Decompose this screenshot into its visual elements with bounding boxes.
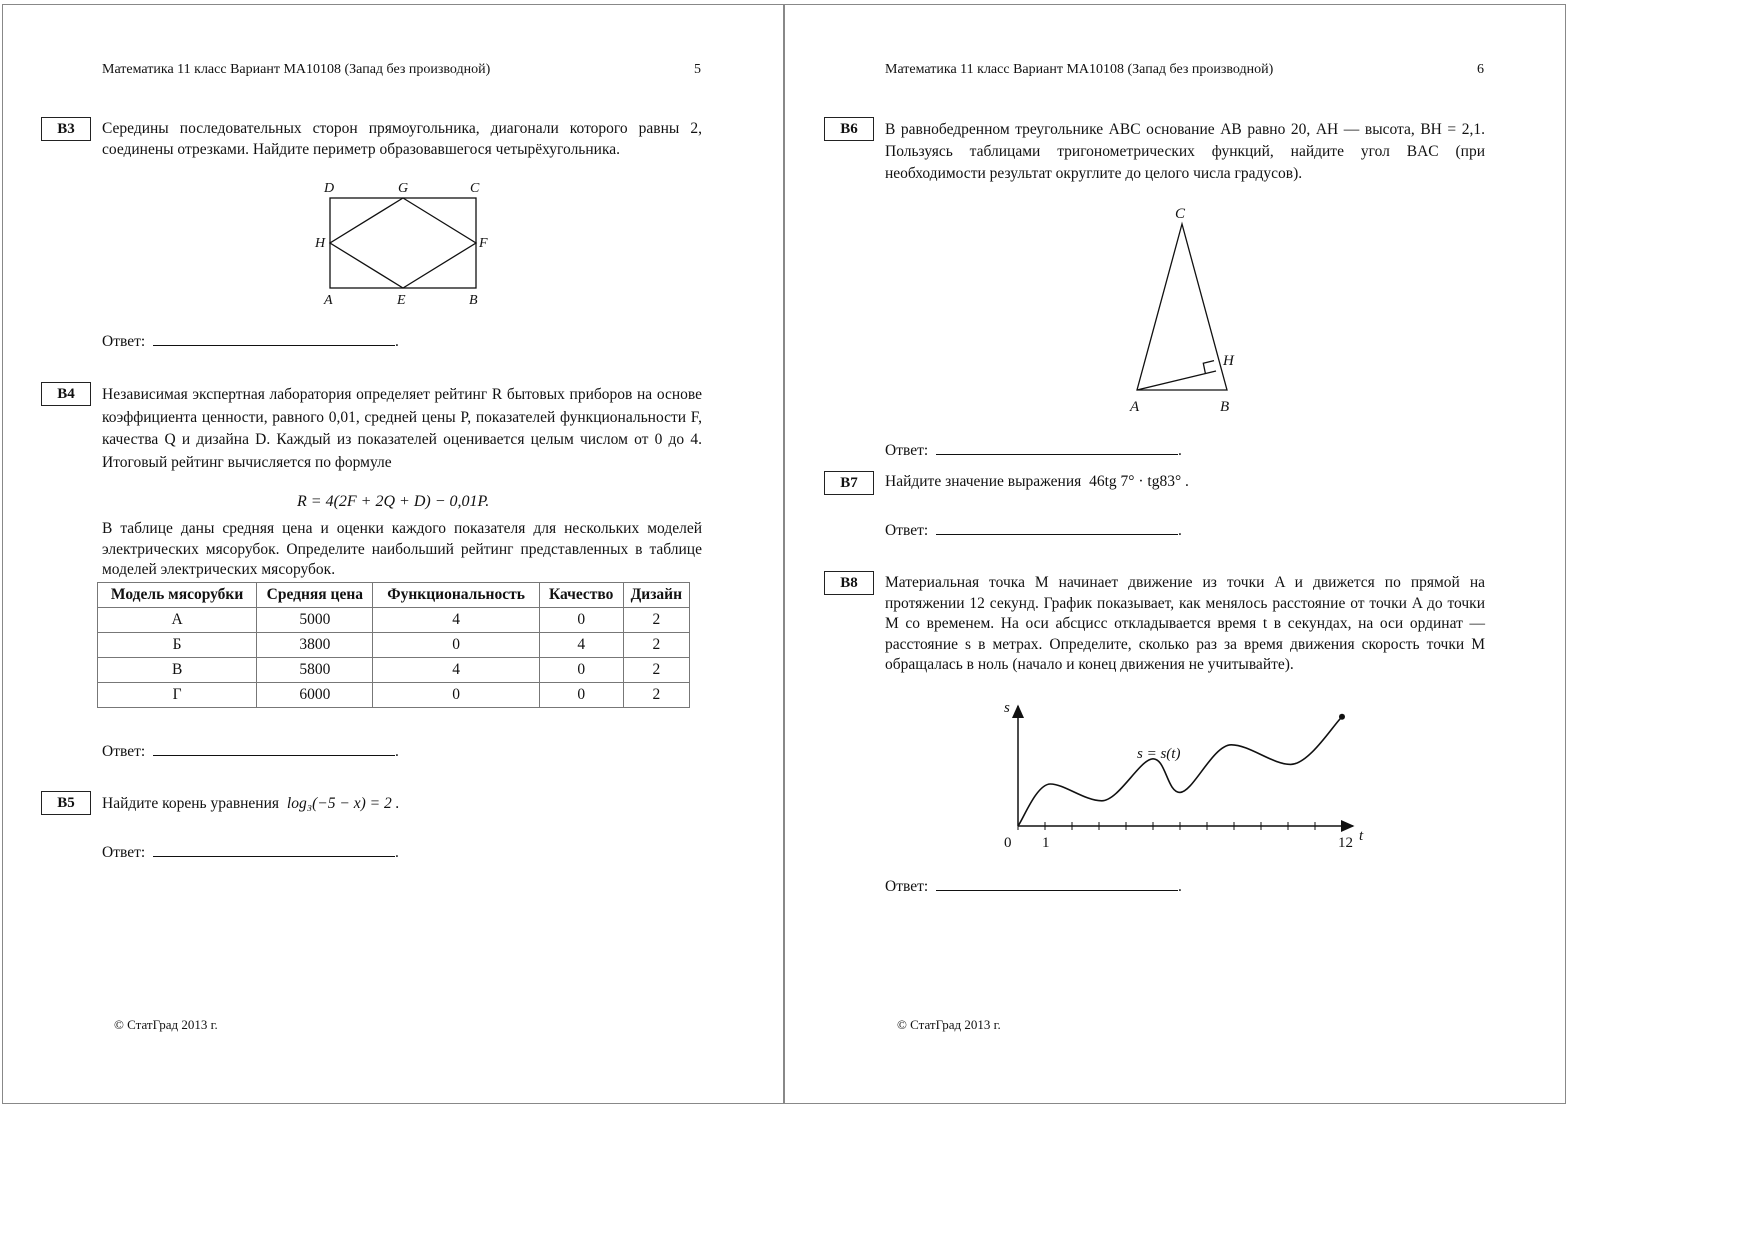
- answer-field-b7[interactable]: [936, 520, 1178, 535]
- rectangle-figure: [300, 176, 500, 310]
- point-label: A: [1130, 399, 1140, 415]
- s-of-t-curve: [1018, 717, 1342, 826]
- task-b7-line: [885, 473, 1189, 491]
- triangle-abc: [1137, 224, 1227, 390]
- table-header-row: [98, 583, 690, 608]
- table-cell: 2: [623, 683, 689, 708]
- answer-b6: Ответ: .: [885, 442, 1182, 459]
- table-cell: Б: [98, 633, 257, 658]
- table-row: [98, 658, 690, 683]
- answer-field-b3[interactable]: [153, 331, 395, 346]
- column-header: Качество: [539, 583, 623, 608]
- table-cell: 4: [373, 608, 539, 633]
- page-header: Математика 11 класс Вариант МА10108 (Запад без производной): [102, 62, 491, 77]
- distance-time-graph: [995, 700, 1370, 860]
- task-b4-text-2: В таблице даны средняя цена и оценки каждого показателя для нескольких моделей электрических мясорубок. Определите наибольший рейтинг представленных в таблице моделей электрических мясорубок.: [102, 520, 702, 578]
- rectangle-abcd: [330, 198, 476, 288]
- answer-b7: Ответ: .: [885, 522, 1182, 539]
- tick-label: 1: [1042, 835, 1050, 851]
- answer-b5: Ответ: .: [102, 844, 399, 861]
- point-label: F: [479, 236, 488, 251]
- point-label: D: [324, 181, 335, 196]
- task-label-b8: B8: [824, 571, 874, 595]
- tick-label: 12: [1338, 835, 1353, 851]
- task-b5-text: Найдите корень уравнения: [102, 795, 280, 812]
- task-label-b6: B6: [824, 117, 874, 141]
- answer-label: Ответ:: [102, 844, 150, 861]
- table-row: [98, 633, 690, 658]
- answer-field-b8[interactable]: [936, 876, 1178, 891]
- table-cell: 2: [623, 608, 689, 633]
- table-cell: 4: [373, 658, 539, 683]
- point-label: H: [315, 236, 326, 251]
- task-label-b7: B7: [824, 471, 874, 495]
- page-header: Математика 11 класс Вариант МА10108 (Запад без производной): [885, 62, 1274, 77]
- table-cell: Г: [98, 683, 257, 708]
- table-row: [98, 608, 690, 633]
- table-cell: 0: [539, 608, 623, 633]
- curve-endpoint: [1339, 714, 1345, 720]
- table-cell: 3800: [257, 633, 373, 658]
- triangle-figure: [1120, 200, 1250, 420]
- table-cell: 0: [539, 658, 623, 683]
- table-cell: 2: [623, 658, 689, 683]
- table-cell: 0: [373, 633, 539, 658]
- point-label: C: [470, 181, 480, 196]
- grinder-table: [97, 582, 690, 708]
- column-header: Средняя цена: [257, 583, 373, 608]
- task-b5-line: [102, 795, 399, 813]
- answer-b8: Ответ: .: [885, 878, 1182, 895]
- task-label-b3: B3: [41, 117, 91, 141]
- answer-field-b4[interactable]: [153, 741, 395, 756]
- answer-label: Ответ:: [885, 878, 933, 895]
- t-axis-label: t: [1359, 828, 1364, 844]
- table-cell: 2: [623, 633, 689, 658]
- point-label: G: [398, 181, 409, 196]
- s-axis-label: s: [1004, 700, 1010, 716]
- point-label: E: [397, 293, 406, 308]
- answer-label: Ответ:: [885, 522, 933, 539]
- answer-b4: Ответ: .: [102, 743, 399, 760]
- curve-label: s = s(t): [1137, 746, 1181, 762]
- log-equation: log₃(−5 − x) = 2 .: [286, 795, 400, 812]
- task-label-b4: B4: [41, 382, 91, 406]
- point-label: B: [469, 293, 478, 308]
- column-header: Функциональность: [373, 583, 539, 608]
- trig-expression: 46tg 7° · tg83° .: [1089, 473, 1189, 490]
- task-b8-text: Материальная точка M начинает движение из точки A и движется по прямой на протяжении 12 секунд. График показывает, как менялось расстояние от точки A до точки M со временем. На оси абсцисс откладывается время t в секундах, на оси ординат — расстояние s в метрах. Определите, сколько раз за время движения скорость точки M обращалась в ноль (начало и конец движения не учитывайте).: [885, 574, 1485, 673]
- task-b6-text: В равнобедренном треугольнике ABC основание AB равно 20, AH — высота, BH = 2,1. Пользуясь таблицами тригонометрических функций, найдите угол BAC (при необходимости результат округлите до целого числа градусов).: [885, 121, 1485, 182]
- altitude-ah: [1137, 371, 1216, 390]
- task-b7-text: Найдите значение выражения: [885, 473, 1082, 490]
- point-label: B: [1220, 399, 1230, 415]
- rating-formula: R = 4(2F + 2Q + D) − 0,01P.: [297, 493, 490, 510]
- rhombus-efgh: [330, 198, 476, 288]
- page-number: 6: [1477, 62, 1484, 77]
- task-label-b5: B5: [41, 791, 91, 815]
- table-cell: В: [98, 658, 257, 683]
- task-b4-text: Независимая экспертная лаборатория определяет рейтинг R бытовых приборов на основе коэффициента ценности, равного 0,01, средней цены P, показателей функциональности F, качества Q и дизайна D. Каждый из показателей оценивается целым числом от 0 до 4. Итоговый рейтинг вычисляется по формуле: [102, 386, 702, 471]
- table-cell: 5000: [257, 608, 373, 633]
- answer-label: Ответ:: [102, 333, 150, 350]
- answer-b3: Ответ: .: [102, 333, 399, 350]
- page-footer: © СтатГрад 2013 г.: [114, 1017, 218, 1032]
- point-label: C: [1175, 206, 1186, 222]
- table-cell: 0: [373, 683, 539, 708]
- tick-label: 0: [1004, 835, 1012, 851]
- table-row: [98, 683, 690, 708]
- table-cell: 5800: [257, 658, 373, 683]
- point-label: A: [324, 293, 333, 308]
- answer-label: Ответ:: [885, 442, 933, 459]
- page-footer: © СтатГрад 2013 г.: [897, 1017, 1001, 1032]
- table-cell: А: [98, 608, 257, 633]
- point-label: H: [1223, 353, 1234, 369]
- answer-field-b6[interactable]: [936, 440, 1178, 455]
- table-cell: 4: [539, 633, 623, 658]
- column-header: Модель мясорубки: [98, 583, 257, 608]
- column-header: Дизайн: [623, 583, 689, 608]
- answer-label: Ответ:: [102, 743, 150, 760]
- answer-field-b5[interactable]: [153, 842, 395, 857]
- table-cell: 0: [539, 683, 623, 708]
- page-number: 5: [694, 62, 701, 77]
- task-b3-text: Середины последовательных сторон прямоугольника, диагонали которого равны 2, соединены отрезками. Найдите периметр образовавшегося четырёхугольника.: [102, 120, 702, 158]
- table-cell: 6000: [257, 683, 373, 708]
